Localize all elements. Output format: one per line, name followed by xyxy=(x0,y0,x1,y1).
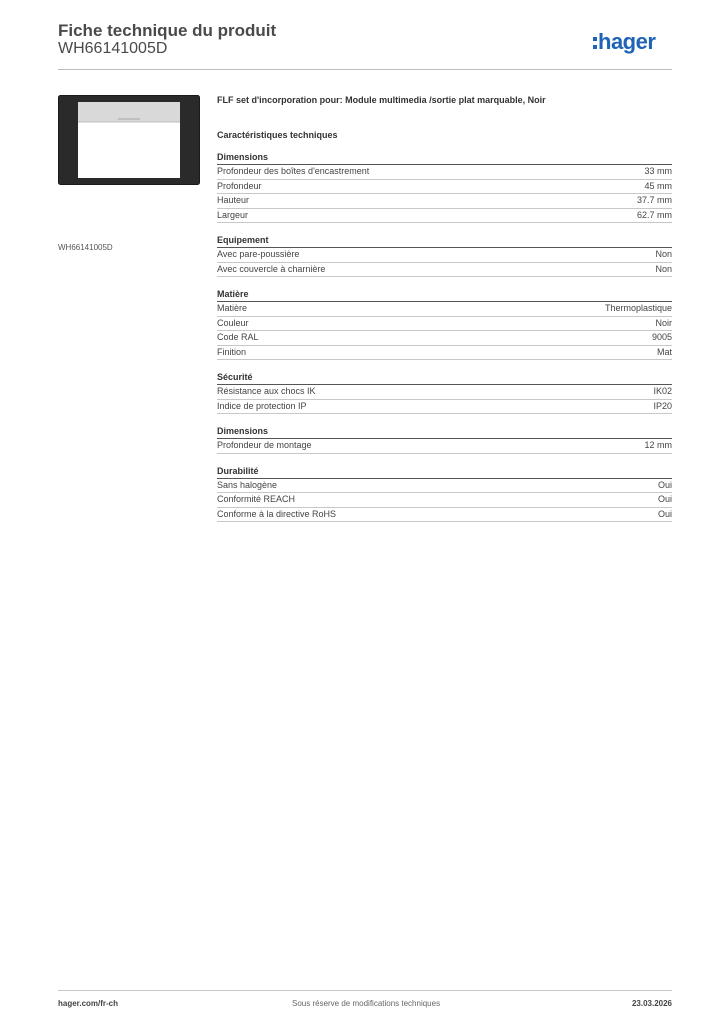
spec-row xyxy=(217,165,672,180)
spec-row xyxy=(217,400,672,415)
spec-row xyxy=(217,180,672,195)
spec-value: 33 mm xyxy=(644,166,672,176)
spec-row xyxy=(217,263,672,278)
spec-section xyxy=(217,287,672,360)
spec-label: Hauteur xyxy=(217,195,250,205)
spec-value: 62.7 mm xyxy=(636,209,672,220)
spec-row xyxy=(217,346,672,361)
spec-label: Matière xyxy=(217,303,248,313)
spec-section xyxy=(217,233,672,277)
spec-row xyxy=(217,302,672,317)
section-title: Dimensions xyxy=(217,424,672,439)
spec-label: Avec pare-poussière xyxy=(217,249,300,259)
spec-row xyxy=(217,317,672,332)
spec-label: Avec couvercle à charnière xyxy=(217,263,326,274)
section-title: Sécurité xyxy=(217,370,672,385)
footer-divider xyxy=(58,990,672,991)
product-code: WH66141005D xyxy=(58,40,168,57)
spec-value: Oui xyxy=(657,479,672,490)
spec-value: 37.7 mm xyxy=(636,195,672,205)
spec-value: IK02 xyxy=(653,386,672,396)
spec-value: Non xyxy=(655,249,672,259)
spec-row xyxy=(217,508,672,523)
footer-website: hager.com/fr-ch xyxy=(58,999,119,1008)
spec-value: Thermoplastique xyxy=(604,303,672,313)
spec-section xyxy=(217,370,672,414)
logo-dot-bottom xyxy=(593,45,597,49)
spec-section xyxy=(217,464,672,523)
spec-value: Non xyxy=(655,263,672,274)
logo-wordmark: hager xyxy=(598,29,656,54)
footer-date: 23.03.2026 xyxy=(631,999,672,1008)
spec-sections xyxy=(217,150,672,522)
product-strip-detail xyxy=(118,118,140,120)
spec-label: Conformité REACH xyxy=(217,494,296,504)
spec-label: Résistance aux chocs IK xyxy=(217,386,316,396)
spec-section xyxy=(217,150,672,223)
spec-value: IP20 xyxy=(653,400,672,411)
product-spec-panel xyxy=(217,93,672,532)
spec-value: 45 mm xyxy=(644,180,672,191)
section-title: Matière xyxy=(217,287,672,302)
spec-label: Largeur xyxy=(217,209,249,220)
tech-heading: Caractéristiques techniques xyxy=(217,130,338,140)
image-caption: WH66141005D xyxy=(58,243,113,252)
spec-label: Profondeur des boîtes d'encastrement xyxy=(217,166,370,176)
spec-value: 12 mm xyxy=(644,440,672,450)
spec-value: 9005 xyxy=(651,332,672,342)
page-title: Fiche technique du produit xyxy=(58,21,277,40)
spec-row xyxy=(217,248,672,263)
spec-label: Indice de protection IP xyxy=(217,400,307,411)
spec-value: Noir xyxy=(655,317,672,328)
spec-section xyxy=(217,424,672,454)
section-title: Dimensions xyxy=(217,150,672,165)
hager-logo xyxy=(592,26,674,56)
spec-row xyxy=(217,385,672,400)
spec-row xyxy=(217,194,672,209)
spec-label: Profondeur xyxy=(217,180,262,191)
spec-value: Oui xyxy=(657,508,672,519)
section-title: Equipement xyxy=(217,233,672,248)
spec-label: Code RAL xyxy=(217,332,259,342)
spec-value: Mat xyxy=(656,346,672,357)
header-divider xyxy=(58,69,672,70)
spec-row xyxy=(217,493,672,508)
spec-row xyxy=(217,439,672,454)
spec-label: Finition xyxy=(217,346,247,357)
spec-label: Couleur xyxy=(217,317,249,328)
spec-label: Conforme à la directive RoHS xyxy=(217,508,337,519)
spec-label: Profondeur de montage xyxy=(217,440,312,450)
spec-value: Oui xyxy=(657,494,672,504)
spec-row xyxy=(217,209,672,224)
spec-row xyxy=(217,331,672,346)
section-title: Durabilité xyxy=(217,464,672,479)
spec-row xyxy=(217,479,672,494)
product-description: FLF set d'incorporation pour: Module multimedia /sortie plat marquable, Noir xyxy=(217,95,546,105)
product-image xyxy=(58,95,200,185)
footer-disclaimer: Sous réserve de modifications techniques xyxy=(292,999,441,1008)
logo-dot-top xyxy=(593,37,597,41)
spec-label: Sans halogène xyxy=(217,479,278,490)
